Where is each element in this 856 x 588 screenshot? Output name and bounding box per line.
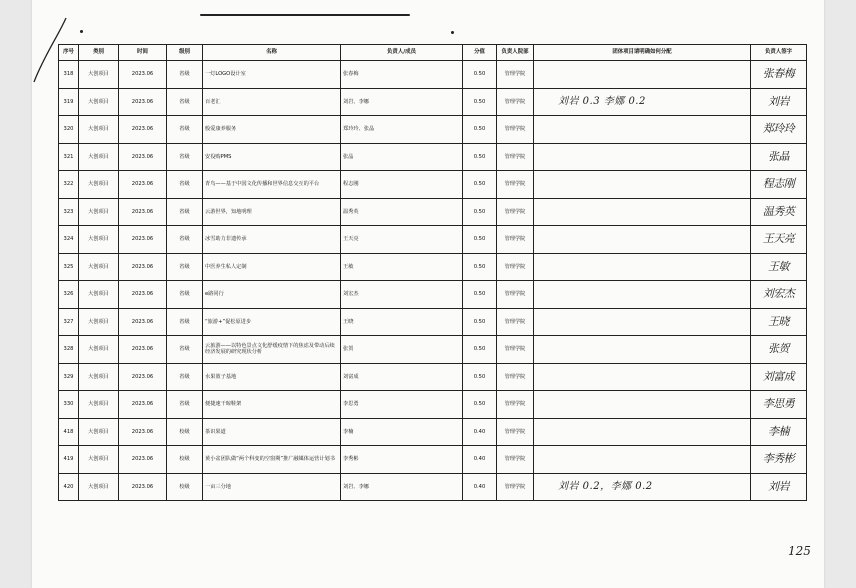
row-dept: 管理学院 — [497, 198, 534, 226]
row-type: 大创项目 — [79, 253, 119, 281]
header-allocation: 团体项目请明确如何分配 — [534, 45, 751, 61]
row-project-name: 黄小盆团队做“两个科变的空窗期”推广融媒体运营计划书 — [203, 446, 341, 474]
row-project-name: 云游世界，知地明理 — [203, 198, 341, 226]
row-score: 0.50 — [463, 391, 497, 419]
header-type: 类别 — [79, 45, 119, 61]
row-date: 2023.06 — [119, 391, 167, 419]
table-row — [59, 473, 807, 501]
row-allocation — [534, 363, 751, 391]
row-score: 0.50 — [463, 143, 497, 171]
row-type: 大创项目 — [79, 446, 119, 474]
row-members: 李秀彬 — [341, 446, 463, 474]
row-score: 0.50 — [463, 198, 497, 226]
row-level: 省级 — [167, 198, 203, 226]
row-project-name: e路同行 — [203, 281, 341, 309]
row-members: 郑玲玲、张晶 — [341, 116, 463, 144]
top-rule-mark — [200, 14, 410, 16]
table-header-row — [59, 45, 807, 61]
header-signature: 负责人签字 — [751, 45, 807, 61]
row-type: 大创项目 — [79, 226, 119, 254]
row-dept: 管理学院 — [497, 336, 534, 364]
header-no: 序号 — [59, 45, 79, 61]
row-project-name: 一灯LOGO设计室 — [203, 61, 341, 89]
row-project-name: 云旅游——以特色景点文化舒缓疫情下的焦虑及带动后续经济发展的研究现状分析 — [203, 336, 341, 364]
row-date: 2023.06 — [119, 446, 167, 474]
row-score: 0.50 — [463, 116, 497, 144]
row-signature: 李秀彬 — [751, 446, 807, 474]
page-number: 125 — [788, 544, 811, 558]
row-type: 大创项目 — [79, 143, 119, 171]
row-allocation — [534, 143, 751, 171]
row-signature: 王敏 — [751, 253, 807, 281]
table-body — [59, 61, 807, 501]
table-row — [59, 88, 807, 116]
row-signature: 温秀英 — [751, 198, 807, 226]
row-number: 327 — [59, 308, 79, 336]
row-members: 温秀英 — [341, 198, 463, 226]
row-members: 王敏 — [341, 253, 463, 281]
row-signature: 刘岩 — [751, 473, 807, 501]
row-number: 318 — [59, 61, 79, 89]
row-number: 325 — [59, 253, 79, 281]
row-date: 2023.06 — [119, 281, 167, 309]
row-project-name: 便捷速干晾鞋架 — [203, 391, 341, 419]
row-number: 420 — [59, 473, 79, 501]
row-level: 省级 — [167, 171, 203, 199]
row-members: 李楠 — [341, 418, 463, 446]
row-level: 校级 — [167, 446, 203, 474]
row-type: 大创项目 — [79, 198, 119, 226]
row-number: 330 — [59, 391, 79, 419]
row-date: 2023.06 — [119, 308, 167, 336]
row-members: 王天亮 — [341, 226, 463, 254]
row-number: 319 — [59, 88, 79, 116]
row-level: 校级 — [167, 473, 203, 501]
table-row — [59, 281, 807, 309]
row-number: 322 — [59, 171, 79, 199]
header-date: 时间 — [119, 45, 167, 61]
row-project-name: 水果篮子基地 — [203, 363, 341, 391]
row-level: 省级 — [167, 226, 203, 254]
header-score: 分值 — [463, 45, 497, 61]
row-dept: 管理学院 — [497, 253, 534, 281]
row-allocation — [534, 418, 751, 446]
row-date: 2023.06 — [119, 116, 167, 144]
row-project-name: 安役购PMS — [203, 143, 341, 171]
row-signature: 郑玲玲 — [751, 116, 807, 144]
table-row — [59, 226, 807, 254]
row-dept: 管理学院 — [497, 143, 534, 171]
table-row — [59, 143, 807, 171]
row-project-name: 茶识果道 — [203, 418, 341, 446]
row-allocation — [534, 281, 751, 309]
row-score: 0.50 — [463, 171, 497, 199]
row-score: 0.50 — [463, 88, 497, 116]
row-allocation — [534, 253, 751, 281]
row-members: 刘岩、李娜 — [341, 473, 463, 501]
row-score: 0.50 — [463, 61, 497, 89]
row-type: 大创项目 — [79, 418, 119, 446]
row-score: 0.50 — [463, 226, 497, 254]
row-score: 0.50 — [463, 281, 497, 309]
row-allocation — [534, 61, 751, 89]
row-level: 省级 — [167, 308, 203, 336]
row-project-name: 百老汇 — [203, 88, 341, 116]
table-row — [59, 446, 807, 474]
row-level: 省级 — [167, 253, 203, 281]
row-date: 2023.06 — [119, 226, 167, 254]
row-type: 大创项目 — [79, 308, 119, 336]
row-score: 0.40 — [463, 418, 497, 446]
row-allocation — [534, 446, 751, 474]
row-type: 大创项目 — [79, 88, 119, 116]
row-level: 省级 — [167, 143, 203, 171]
row-level: 省级 — [167, 88, 203, 116]
row-allocation — [534, 336, 751, 364]
row-level: 省级 — [167, 61, 203, 89]
row-dept: 管理学院 — [497, 281, 534, 309]
row-score: 0.50 — [463, 308, 497, 336]
table-row — [59, 198, 807, 226]
row-level: 省级 — [167, 281, 203, 309]
header-members: 负责人/成员 — [341, 45, 463, 61]
table-row — [59, 116, 807, 144]
row-type: 大创项目 — [79, 281, 119, 309]
row-allocation — [534, 308, 751, 336]
row-allocation — [534, 391, 751, 419]
row-allocation: 刘岩 0.2，李娜 0.2 — [534, 473, 751, 501]
row-allocation: 刘岩 0.3 李娜 0.2 — [534, 88, 751, 116]
table-row — [59, 308, 807, 336]
scan-dot — [451, 31, 454, 34]
row-number: 321 — [59, 143, 79, 171]
row-project-name: 青鸟——基于中国文化传播和世界信息交互的平台 — [203, 171, 341, 199]
row-date: 2023.06 — [119, 143, 167, 171]
table-row — [59, 171, 807, 199]
row-score: 0.50 — [463, 336, 497, 364]
header-name: 名称 — [203, 45, 341, 61]
row-members: 张春梅 — [341, 61, 463, 89]
row-score: 0.50 — [463, 253, 497, 281]
row-signature: 李思勇 — [751, 391, 807, 419]
row-dept: 管理学院 — [497, 61, 534, 89]
row-score: 0.50 — [463, 363, 497, 391]
row-allocation — [534, 226, 751, 254]
row-dept: 管理学院 — [497, 171, 534, 199]
row-members: 张贺 — [341, 336, 463, 364]
row-project-name: 中医养生私人定制 — [203, 253, 341, 281]
row-signature: 张贺 — [751, 336, 807, 364]
row-date: 2023.06 — [119, 336, 167, 364]
row-score: 0.40 — [463, 473, 497, 501]
row-project-name: 一亩三分地 — [203, 473, 341, 501]
row-number: 324 — [59, 226, 79, 254]
table-row — [59, 418, 807, 446]
row-dept: 管理学院 — [497, 391, 534, 419]
row-dept: 管理学院 — [497, 88, 534, 116]
row-type: 大创项目 — [79, 61, 119, 89]
row-type: 大创项目 — [79, 363, 119, 391]
row-signature: 王天亮 — [751, 226, 807, 254]
row-signature: 程志刚 — [751, 171, 807, 199]
row-level: 省级 — [167, 336, 203, 364]
row-number: 320 — [59, 116, 79, 144]
row-type: 大创项目 — [79, 473, 119, 501]
row-allocation — [534, 116, 751, 144]
project-table — [58, 44, 807, 501]
row-level: 校级 — [167, 418, 203, 446]
row-date: 2023.06 — [119, 473, 167, 501]
row-dept: 管理学院 — [497, 363, 534, 391]
row-date: 2023.06 — [119, 198, 167, 226]
row-score: 0.40 — [463, 446, 497, 474]
row-members: 刘宏杰 — [341, 281, 463, 309]
row-date: 2023.06 — [119, 171, 167, 199]
row-type: 大创项目 — [79, 171, 119, 199]
row-dept: 管理学院 — [497, 473, 534, 501]
row-project-name: “旅游+”促松原进步 — [203, 308, 341, 336]
header-dept: 负责人院部 — [497, 45, 534, 61]
row-date: 2023.06 — [119, 418, 167, 446]
header-level: 级别 — [167, 45, 203, 61]
table-row — [59, 363, 807, 391]
row-dept: 管理学院 — [497, 116, 534, 144]
row-date: 2023.06 — [119, 363, 167, 391]
row-level: 省级 — [167, 116, 203, 144]
table-row — [59, 61, 807, 89]
row-date: 2023.06 — [119, 88, 167, 116]
row-type: 大创项目 — [79, 391, 119, 419]
row-signature: 刘岩 — [751, 88, 807, 116]
row-level: 省级 — [167, 363, 203, 391]
row-members: 程志刚 — [341, 171, 463, 199]
row-signature: 张春梅 — [751, 61, 807, 89]
row-date: 2023.06 — [119, 253, 167, 281]
row-dept: 管理学院 — [497, 226, 534, 254]
row-members: 王晓 — [341, 308, 463, 336]
row-number: 326 — [59, 281, 79, 309]
row-signature: 张晶 — [751, 143, 807, 171]
row-project-name: 般爱康养服务 — [203, 116, 341, 144]
row-signature: 刘富成 — [751, 363, 807, 391]
row-project-name: 冰雪助力非遗传承 — [203, 226, 341, 254]
row-signature: 刘宏杰 — [751, 281, 807, 309]
row-number: 419 — [59, 446, 79, 474]
table-row — [59, 391, 807, 419]
row-type: 大创项目 — [79, 336, 119, 364]
scan-dot — [80, 30, 83, 33]
row-number: 329 — [59, 363, 79, 391]
row-dept: 管理学院 — [497, 418, 534, 446]
row-number: 328 — [59, 336, 79, 364]
row-members: 刘岩、李娜 — [341, 88, 463, 116]
table-row — [59, 253, 807, 281]
row-allocation — [534, 171, 751, 199]
row-members: 张晶 — [341, 143, 463, 171]
row-number: 323 — [59, 198, 79, 226]
row-dept: 管理学院 — [497, 446, 534, 474]
row-number: 418 — [59, 418, 79, 446]
row-members: 李思勇 — [341, 391, 463, 419]
row-signature: 王晓 — [751, 308, 807, 336]
row-allocation — [534, 198, 751, 226]
row-dept: 管理学院 — [497, 308, 534, 336]
row-members: 刘富成 — [341, 363, 463, 391]
row-type: 大创项目 — [79, 116, 119, 144]
row-signature: 李楠 — [751, 418, 807, 446]
row-date: 2023.06 — [119, 61, 167, 89]
table-row — [59, 336, 807, 364]
row-level: 省级 — [167, 391, 203, 419]
